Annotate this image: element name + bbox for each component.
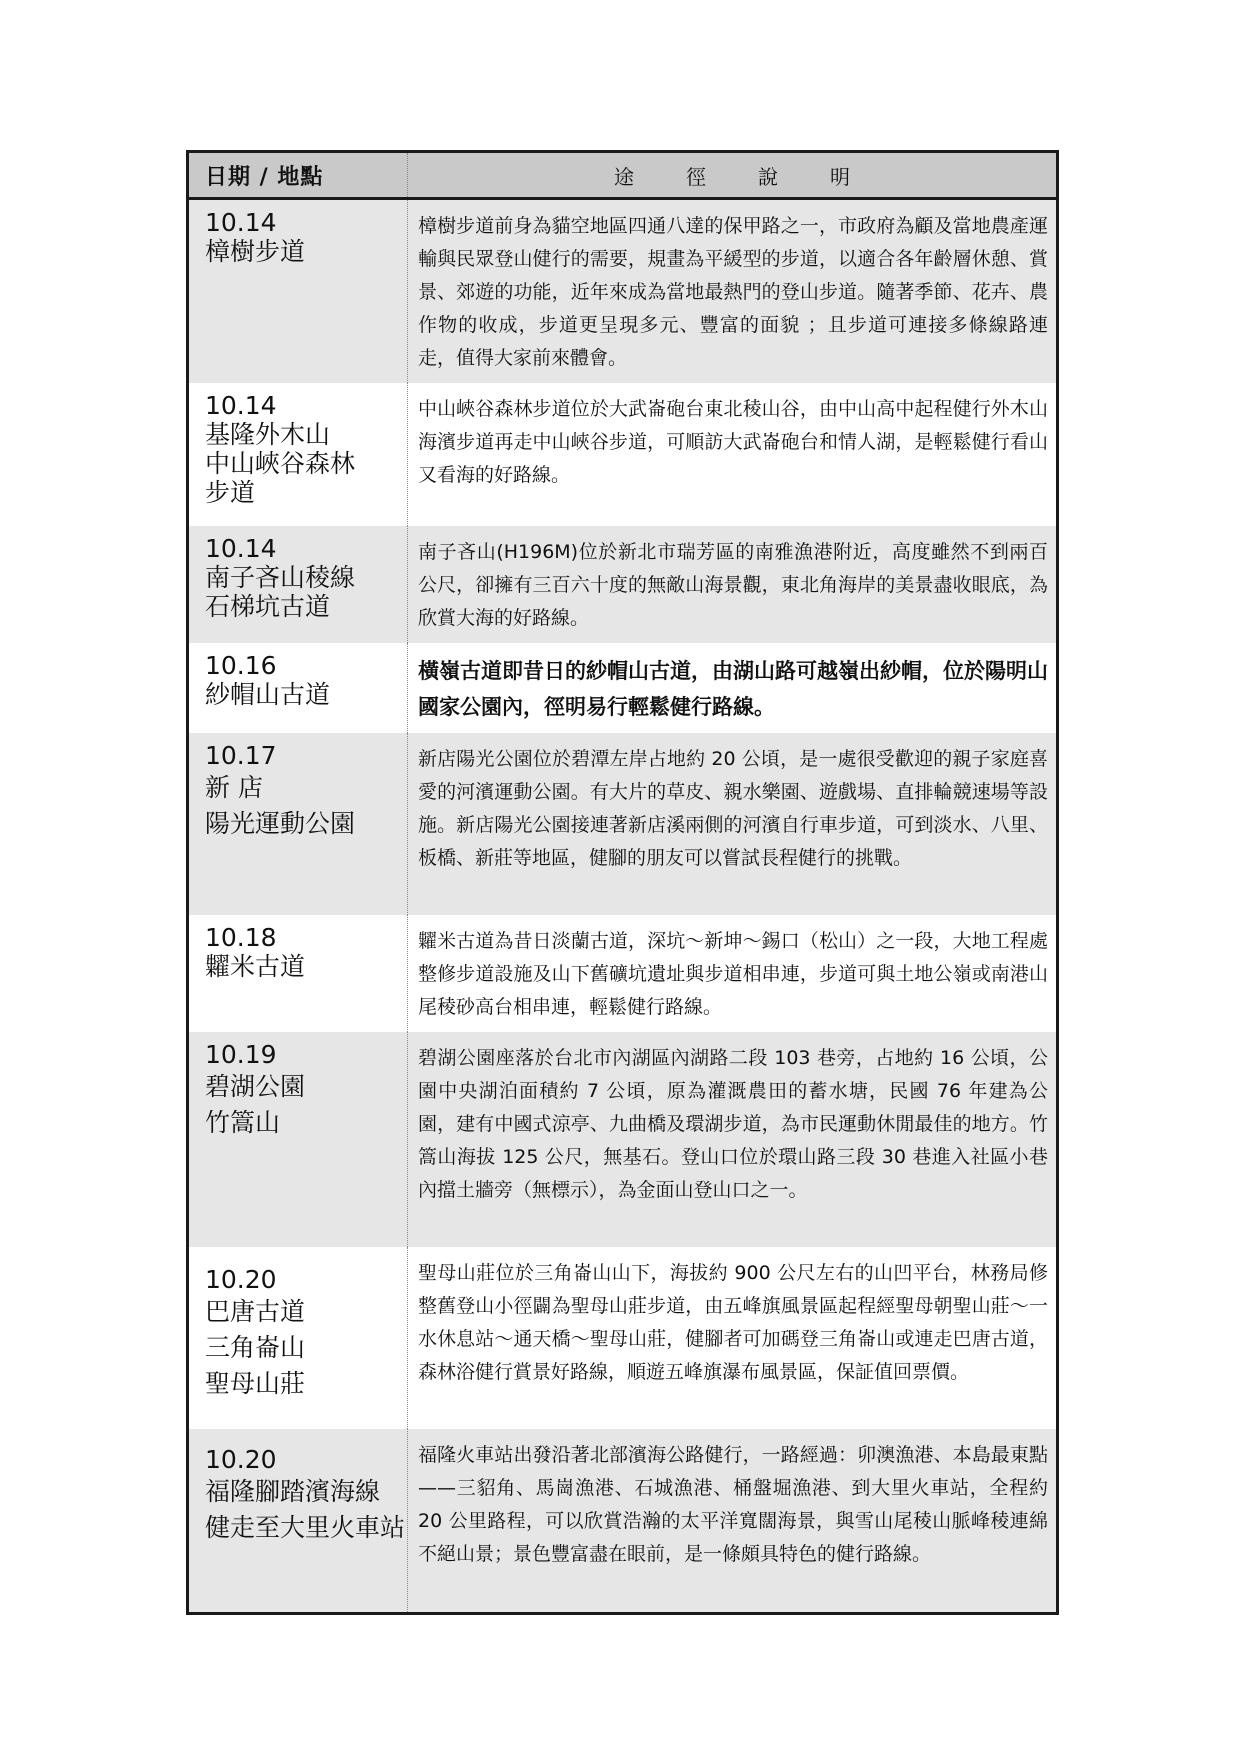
location: 健走至大里火車站 <box>205 1513 406 1542</box>
description-cell: 新店陽光公園位於碧潭左岸占地約 20 公頃，是一處很受歡迎的親子家庭喜愛的河濱運動公園。有大片的草皮、親水樂園、遊戲場、直排輪競速場等設施。新店陽光公園接連著新店溪兩側的河濱自行車步道，可到淡水、八里、板橋、新莊等地區，健腳的朋友可以嘗試長程健行的挑戰。 <box>408 733 1058 915</box>
date-location-cell <box>188 915 408 1032</box>
table-header-row <box>188 152 1058 199</box>
date: 10.14 <box>205 208 277 237</box>
date-location-cell <box>188 733 408 915</box>
location: 新 店 <box>205 773 263 802</box>
location: 南子吝山稜線 <box>205 563 356 592</box>
description-cell: 碧湖公園座落於台北市內湖區內湖路二段 103 巷旁，占地約 16 公頃，公園中央湖泊面積約 7 公頃，原為灌溉農田的蓄水塘，民國 76 年建為公園，建有中國式涼亭、九曲橋及環湖步道，為市民運動休閒最佳的地方。竹篙山海拔 125 公尺，無基石。登山口位於環山路三段 30 巷進入社區小巷內擋土牆旁（無標示），為金面山登山口之一。 <box>408 1032 1058 1247</box>
date: 10.18 <box>205 923 277 952</box>
date-location-cell <box>188 383 408 526</box>
date: 10.17 <box>205 741 277 770</box>
date-location-cell <box>188 1032 408 1247</box>
location: 竹篙山 <box>205 1108 281 1137</box>
date-location-cell <box>188 199 408 384</box>
date-location-cell <box>188 643 408 733</box>
date: 10.14 <box>205 534 277 563</box>
table-row <box>188 383 1058 526</box>
date: 10.14 <box>205 391 277 420</box>
table-row <box>188 1247 1058 1429</box>
location: 巴唐古道 <box>205 1297 306 1326</box>
table-row <box>188 199 1058 384</box>
schedule-table <box>186 150 1059 1615</box>
header-char: 明 <box>830 164 850 189</box>
table-row <box>188 733 1058 915</box>
date-location-cell <box>188 526 408 643</box>
date-location-cell <box>188 1429 408 1613</box>
table-row <box>188 915 1058 1032</box>
header-route-description <box>408 152 1058 199</box>
location: 紗帽山古道 <box>205 680 331 709</box>
header-char: 途 <box>614 164 634 189</box>
header-char: 徑 <box>686 164 706 189</box>
header-date-location: 日期 / 地點 <box>188 152 408 199</box>
description-cell: 聖母山莊位於三角崙山山下，海拔約 900 公尺左右的山凹平台，林務局修整舊登山小徑闢為聖母山莊步道，由五峰旗風景區起程經聖母朝聖山莊～一水休息站～通天橋～聖母山莊，健腳者可加碼登三角崙山或連走巴唐古道，森林浴健行賞景好路線，順遊五峰旗瀑布風景區，保証值回票價。 <box>408 1247 1058 1429</box>
date: 10.16 <box>205 651 277 680</box>
description-cell: 南子吝山(H196M)位於新北市瑞芳區的南雅漁港附近，高度雖然不到兩百公尺，卻擁有三百六十度的無敵山海景觀，東北角海岸的美景盡收眼底，為欣賞大海的好路線。 <box>408 526 1058 643</box>
description-cell: 中山峽谷森林步道位於大武崙砲台東北稜山谷，由中山高中起程健行外木山海濱步道再走中山峽谷步道，可順訪大武崙砲台和情人湖，是輕鬆健行看山又看海的好路線。 <box>408 383 1058 526</box>
location: 樟樹步道 <box>205 237 306 266</box>
location: 陽光運動公園 <box>205 809 356 838</box>
location: 三角崙山 <box>205 1333 306 1362</box>
date-location-cell <box>188 1247 408 1429</box>
location: 福隆腳踏濱海線 <box>205 1477 381 1506</box>
location: 聖母山莊 <box>205 1369 306 1398</box>
table-row <box>188 526 1058 643</box>
date: 10.20 <box>205 1445 277 1474</box>
description-cell: 橫嶺古道即昔日的紗帽山古道，由湖山路可越嶺出紗帽，位於陽明山國家公園內，徑明易行輕鬆健行路線。 <box>408 643 1058 733</box>
location: 中山峽谷森林 <box>205 449 356 478</box>
description-cell: 福隆火車站出發沿著北部濱海公路健行，一路經過：卯澳漁港、本島最東點——三貂角、馬崗漁港、石城漁港、桶盤堀漁港、到大里火車站，全程約 20 公里路程，可以欣賞浩瀚的太平洋寬闊海景，與雪山尾稜山脈峰稜連綿不絕山景；景色豐富盡在眼前，是一條頗具特色的健行路線。 <box>408 1429 1058 1613</box>
table-row <box>188 1032 1058 1247</box>
description-cell: 樟樹步道前身為貓空地區四通八達的保甲路之一，市政府為顧及當地農產運輸與民眾登山健行的需要，規畫為平緩型的步道，以適合各年齡層休憩、賞景、郊遊的功能，近年來成為當地最熱門的登山步道。隨著季節、花卉、農作物的收成，步道更呈現多元、豐富的面貌 ；且步道可連接多條線路連走，值得大家前來體會。 <box>408 199 1058 384</box>
header-char: 說 <box>758 164 778 189</box>
location: 碧湖公園 <box>205 1072 306 1101</box>
location: 步道 <box>205 478 256 507</box>
location: 糶米古道 <box>205 952 306 981</box>
description-cell: 糶米古道為昔日淡蘭古道，深坑～新坤～錫口（松山）之一段，大地工程處整修步道設施及山下舊礦坑遺址與步道相串連，步道可與土地公嶺或南港山尾稜砂高台相串連，輕鬆健行路線。 <box>408 915 1058 1032</box>
table-row <box>188 1429 1058 1613</box>
date: 10.20 <box>205 1265 277 1294</box>
location: 基隆外木山 <box>205 420 331 449</box>
date: 10.19 <box>205 1040 277 1069</box>
location: 石梯坑古道 <box>205 592 331 621</box>
table-row <box>188 643 1058 733</box>
